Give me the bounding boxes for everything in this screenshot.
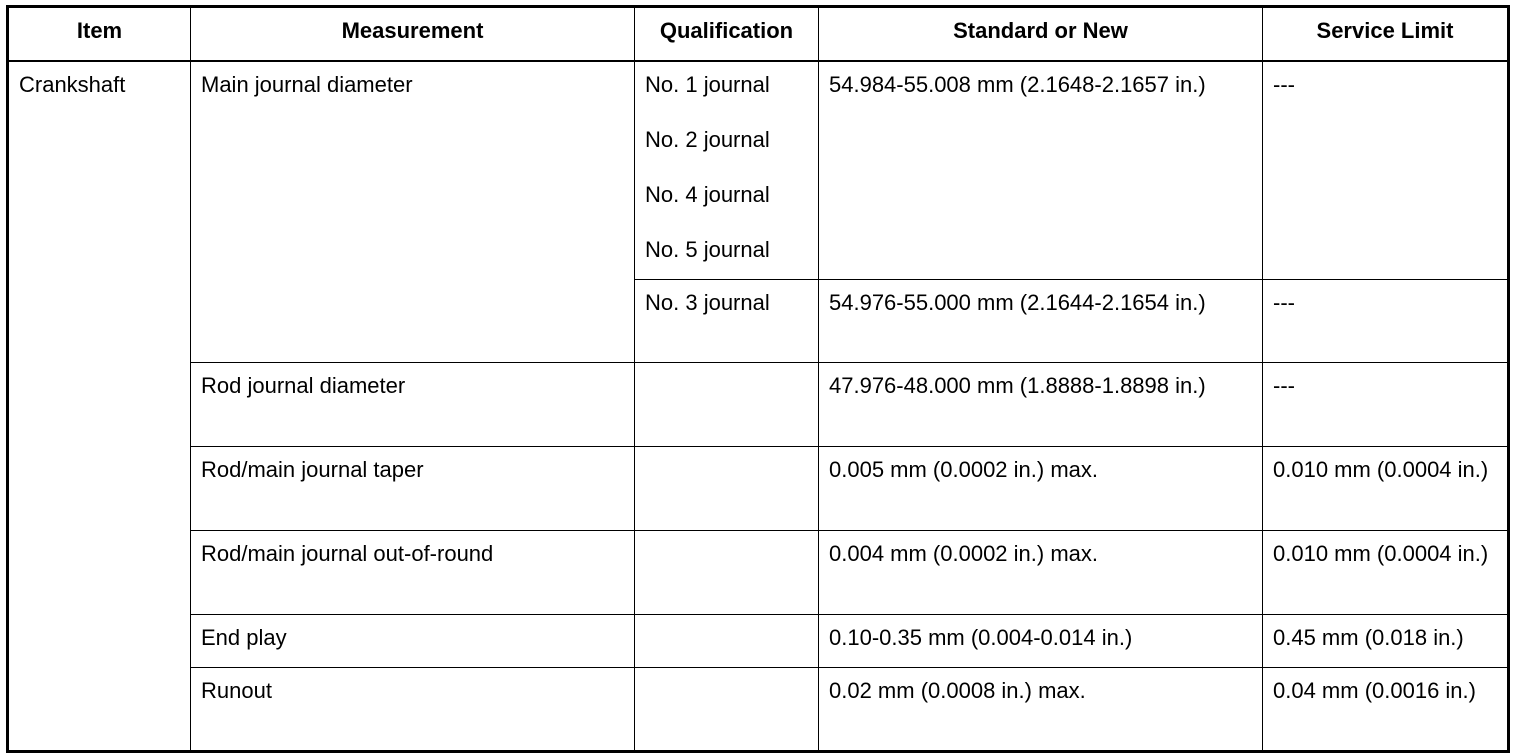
standard-cell: 0.005 mm (0.0002 in.) max. <box>819 447 1263 531</box>
limit-cell: 0.010 mm (0.0004 in.) <box>1263 531 1509 615</box>
table-row <box>8 447 1509 531</box>
header-item: Item <box>8 7 191 61</box>
qualification-cell: No. 3 journal <box>635 280 819 363</box>
limit-cell: --- <box>1263 280 1509 363</box>
standard-cell: 0.004 mm (0.0002 in.) max. <box>819 531 1263 615</box>
measurement-cell: Rod journal diameter <box>191 363 635 447</box>
table-header-row <box>8 7 1509 61</box>
limit-cell: 0.04 mm (0.0016 in.) <box>1263 668 1509 752</box>
standard-cell: 0.02 mm (0.0008 in.) max. <box>819 668 1263 752</box>
header-measurement: Measurement <box>191 7 635 61</box>
limit-cell: --- <box>1263 61 1509 280</box>
qualification-cell <box>635 668 819 752</box>
table-row <box>8 531 1509 615</box>
header-service-limit: Service Limit <box>1263 7 1509 61</box>
qualification-cell <box>635 447 819 531</box>
header-qualification: Qualification <box>635 7 819 61</box>
qualification-line: No. 1 journal <box>645 71 770 97</box>
qualification-cell <box>635 531 819 615</box>
qualification-line: No. 4 journal <box>645 181 770 207</box>
measurement-cell: Rod/main journal out-of-round <box>191 531 635 615</box>
standard-cell: 47.976-48.000 mm (1.8888-1.8898 in.) <box>819 363 1263 447</box>
qualification-line: No. 5 journal <box>645 236 770 262</box>
table-row <box>8 61 1509 280</box>
limit-cell: --- <box>1263 363 1509 447</box>
qualification-cell <box>635 615 819 668</box>
table-row <box>8 668 1509 752</box>
standard-cell: 54.976-55.000 mm (2.1644-2.1654 in.) <box>819 280 1263 363</box>
item-cell: Crankshaft <box>8 61 191 752</box>
header-standard: Standard or New <box>819 7 1263 61</box>
measurement-cell: Runout <box>191 668 635 752</box>
qualification-cell <box>635 363 819 447</box>
limit-cell: 0.45 mm (0.018 in.) <box>1263 615 1509 668</box>
table-row <box>8 615 1509 668</box>
spec-table <box>6 5 1510 753</box>
qualification-cell <box>635 61 819 280</box>
qualification-line: No. 2 journal <box>645 126 770 152</box>
measurement-cell: Main journal diameter <box>191 61 635 363</box>
standard-cell: 0.10-0.35 mm (0.004-0.014 in.) <box>819 615 1263 668</box>
measurement-cell: Rod/main journal taper <box>191 447 635 531</box>
table-row <box>8 363 1509 447</box>
standard-cell: 54.984-55.008 mm (2.1648-2.1657 in.) <box>819 61 1263 280</box>
measurement-cell: End play <box>191 615 635 668</box>
limit-cell: 0.010 mm (0.0004 in.) <box>1263 447 1509 531</box>
